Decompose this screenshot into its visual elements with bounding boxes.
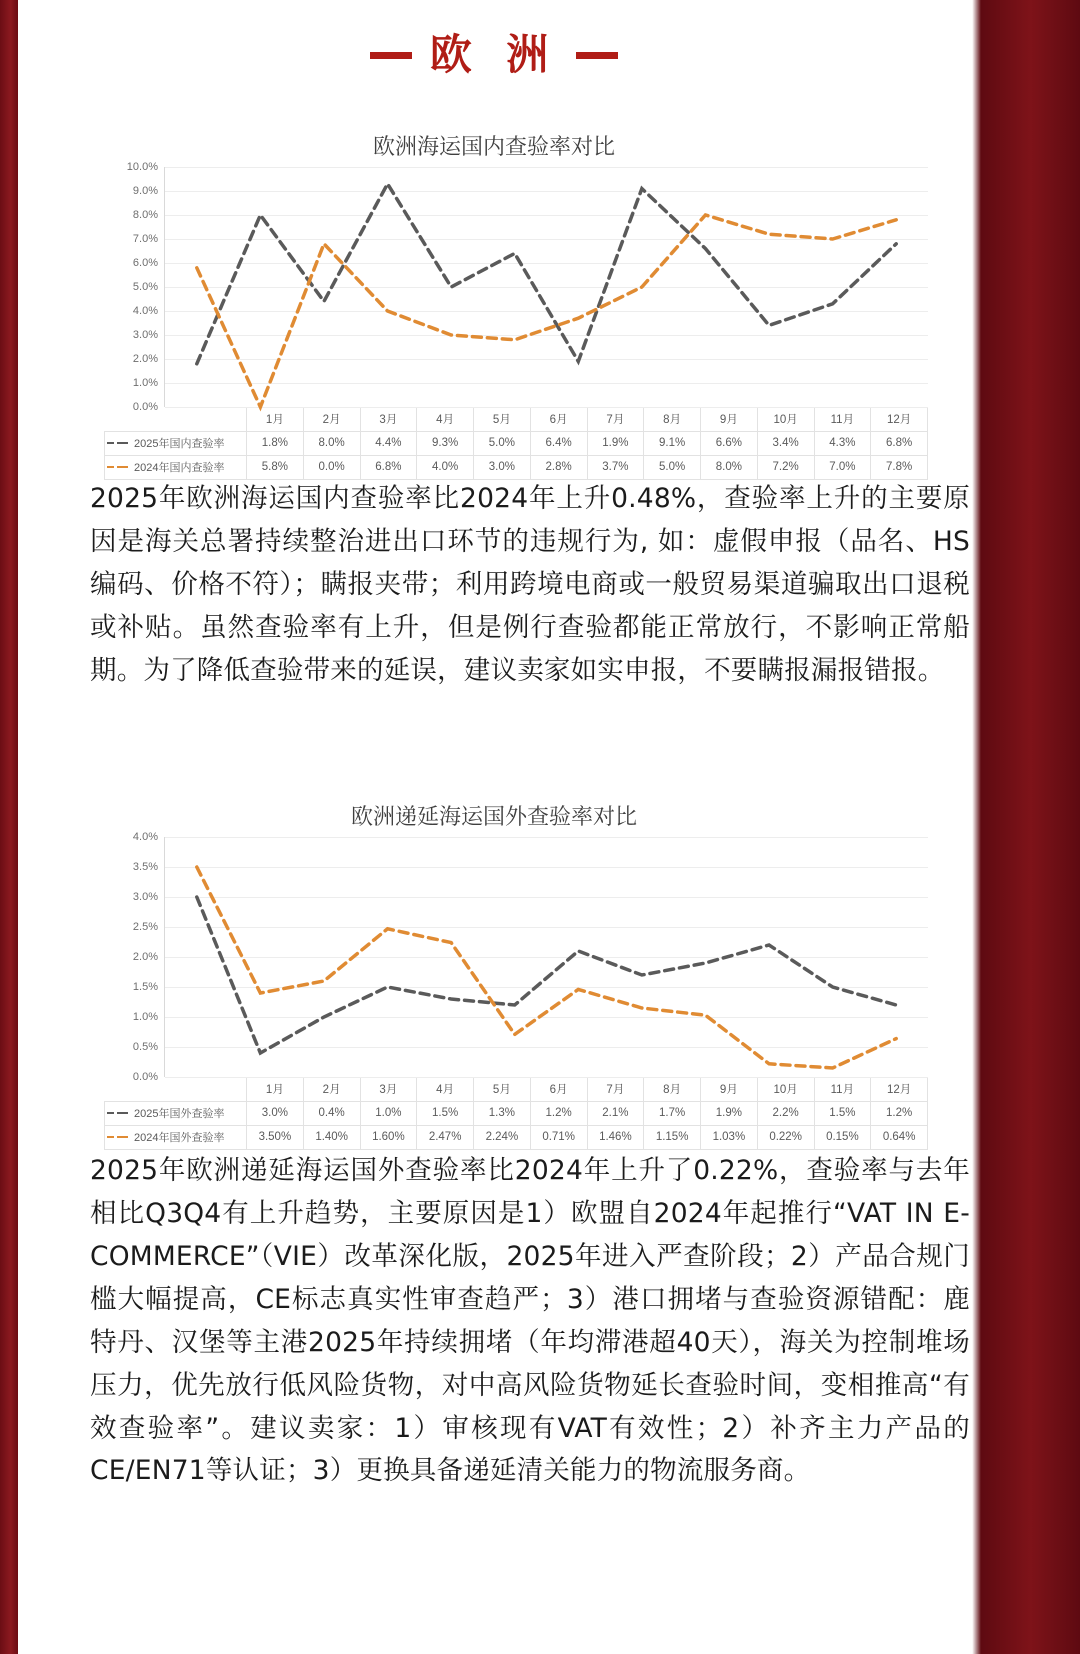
y-axis-tick-label: 8.0% [132,209,158,221]
legend-entry [105,1126,247,1150]
month-column-header: 2月 [303,408,360,432]
table-cell-value: 1.9% [701,1102,758,1126]
table-cell-value: 1.0% [360,1102,417,1126]
table-cell-value: 8.0% [303,432,360,456]
month-column-header: 1月 [247,408,304,432]
title-text: 欧 洲 [429,30,559,79]
legend-label: 2024年国内查验率 [134,462,225,474]
y-axis-tick-label: 6.0% [132,257,158,269]
month-column-header: 3月 [360,1078,417,1102]
plot-area [104,161,928,413]
chart-title: 欧洲递延海运国外查验率对比 [350,805,637,830]
table-cell-value: 3.7% [587,456,644,480]
y-axis-tick-label: 2.0% [132,353,158,365]
table-cell-value: 1.40% [303,1126,360,1150]
table-cell-value: 5.0% [644,456,701,480]
legend-label: 2024年国外查验率 [134,1132,225,1144]
chart-domestic-inspection-rate [18,130,970,480]
y-axis-tick-label: 0.0% [132,401,158,413]
legend-dash-icon [107,1107,130,1119]
series-line-2025 [197,184,896,364]
y-axis-tick-label: 10.0% [126,161,158,173]
table-cell-value: 3.0% [247,1102,304,1126]
table-cell-value: 1.8% [247,432,304,456]
table-cell-value: 5.8% [247,456,304,480]
table-cell-value: 4.3% [814,432,871,456]
series-lines [165,837,928,1077]
table-cell-value: 0.0% [303,456,360,480]
table-cell-value: 1.60% [360,1126,417,1150]
month-column-header: 10月 [757,408,814,432]
chart-data-table [104,407,928,480]
table-cell-value: 1.7% [644,1102,701,1126]
plot-inner [132,831,928,1083]
chart-overseas-inspection-rate [18,800,970,1150]
table-cell-value: 1.03% [701,1126,758,1150]
month-column-header: 10月 [757,1078,814,1102]
table-cell-value: 1.5% [814,1102,871,1126]
table-row [105,1102,928,1126]
table-cell-value: 6.8% [360,456,417,480]
table-cell-value: 6.6% [701,432,758,456]
table-cell-value: 4.0% [417,456,474,480]
y-axis-tick-label: 1.0% [132,1011,158,1023]
gridline [165,1077,928,1078]
plot-area [104,831,928,1083]
table-row [105,432,928,456]
month-column-header: 9月 [701,408,758,432]
month-column-header: 3月 [360,408,417,432]
month-column-header: 4月 [417,408,474,432]
y-axis-tick-label: 4.0% [132,831,158,843]
month-column-header: 11月 [814,408,871,432]
chart-title: 欧洲海运国内查验率对比 [372,135,615,160]
legend-dash-icon [107,437,130,449]
gridline [165,407,928,408]
page-content [18,0,970,1654]
y-axis-tick-label: 1.5% [132,981,158,993]
y-axis-tick-label: 3.0% [132,329,158,341]
month-column-header: 7月 [587,408,644,432]
legend-entry [105,456,247,480]
month-column-header: 4月 [417,1078,474,1102]
page-title [18,30,970,79]
table-cell-value: 0.4% [303,1102,360,1126]
title-dash-left-icon [370,52,412,59]
table-cell-value: 0.22% [757,1126,814,1150]
month-column-header: 5月 [474,1078,531,1102]
legend-label: 2025年国外查验率 [134,1108,225,1120]
table-cell-value: 2.2% [757,1102,814,1126]
table-cell-value: 7.0% [814,456,871,480]
table-cell-value: 1.5% [417,1102,474,1126]
table-cell-value: 2.47% [417,1126,474,1150]
legend-entry [105,1102,247,1126]
table-cell-value: 3.50% [247,1126,304,1150]
y-axis-tick-label: 0.0% [132,1071,158,1083]
table-cell-value: 0.64% [871,1126,928,1150]
table-cell-value: 2.8% [530,456,587,480]
month-column-header: 2月 [303,1078,360,1102]
y-axis-tick-label: 5.0% [132,281,158,293]
table-cell-value: 8.0% [701,456,758,480]
month-column-header: 8月 [644,408,701,432]
table-row [105,1126,928,1150]
table-header-row [105,1078,928,1102]
chart-data-table [104,1077,928,1150]
table-cell-value: 1.2% [871,1102,928,1126]
left-decorative-band [0,0,18,1654]
y-axis-tick-label: 1.0% [132,377,158,389]
table-cell-value: 3.0% [474,456,531,480]
month-column-header: 8月 [644,1078,701,1102]
table-cell-value: 6.8% [871,432,928,456]
month-column-header: 5月 [474,408,531,432]
legend-dash-icon [107,461,130,473]
table-cell-value: 1.9% [587,432,644,456]
series-line-2024 [197,215,896,407]
y-axis-tick-label: 9.0% [132,185,158,197]
table-corner-cell [105,1078,247,1102]
legend-label: 2025年国内查验率 [134,438,225,450]
month-column-header: 12月 [871,408,928,432]
month-column-header: 1月 [247,1078,304,1102]
legend-entry [105,432,247,456]
table-cell-value: 9.3% [417,432,474,456]
table-cell-value: 1.15% [644,1126,701,1150]
table-cell-value: 1.46% [587,1126,644,1150]
month-column-header: 11月 [814,1078,871,1102]
legend-dash-icon [107,1131,130,1143]
table-cell-value: 2.1% [587,1102,644,1126]
month-column-header: 12月 [871,1078,928,1102]
y-axis-tick-label: 4.0% [132,305,158,317]
month-column-header: 7月 [587,1078,644,1102]
title-dash-right-icon [576,52,618,59]
paragraph-overseas: 2025年欧洲递延海运国外查验率比2024年上升了0.22%，查验率与去年相比Q3Q4有上升趋势，主要原因是1）欧盟自2024年起推行“VAT IN E-COMMERCE”（VIE）改革深化版，2025年进入严查阶段；2）产品合规门槛大幅提高，CE标志真实性审查趋严；3）港口拥堵与查验资源错配：鹿特丹、汉堡等主港2025年持续拥堵（年均滞港超40天），海关为控制堆场压力，优先放行低风险货物，对中高风险货物延长查验时间，变相推高“有效查验率”。建议卖家：1）审核现有VAT有效性；2）补齐主力产品的CE/EN71等认证；3）更换具备递延清关能力的物流服务商。 [90,1155,970,1487]
table-cell-value: 4.4% [360,432,417,456]
table-cell-value: 0.71% [530,1126,587,1150]
month-column-header: 9月 [701,1078,758,1102]
series-lines [165,167,928,407]
table-cell-value: 3.4% [757,432,814,456]
table-cell-value: 5.0% [474,432,531,456]
table-corner-cell [105,408,247,432]
table-cell-value: 0.15% [814,1126,871,1150]
y-axis-tick-label: 7.0% [132,233,158,245]
table-row [105,456,928,480]
table-cell-value: 2.24% [474,1126,531,1150]
table-cell-value: 7.8% [871,456,928,480]
y-axis-tick-label: 3.0% [132,891,158,903]
table-cell-value: 9.1% [644,432,701,456]
month-column-header: 6月 [530,408,587,432]
table-cell-value: 1.2% [530,1102,587,1126]
table-cell-value: 6.4% [530,432,587,456]
table-header-row [105,408,928,432]
y-axis-tick-label: 2.5% [132,921,158,933]
right-decorative-band [970,0,1080,1654]
y-axis-tick-label: 3.5% [132,861,158,873]
plot-inner [126,161,928,413]
table-cell-value: 1.3% [474,1102,531,1126]
paragraph-domestic: 2025年欧洲海运国内查验率比2024年上升0.48%，查验率上升的主要原因是海关总署持续整治进出口环节的违规行为, 如：虚假申报（品名、HS编码、价格不符）；瞒报夹带；利用跨境电商或一般贸易渠道骗取出口退税或补贴。虽然查验率有上升，但是例行查验都能正常放行，不影响正常船期。为了降低查验带来的延误，建议卖家如实申报，不要瞒报漏报错报。 [90,483,970,686]
month-column-header: 6月 [530,1078,587,1102]
series-line-2025 [197,897,896,1053]
y-axis-tick-label: 2.0% [132,951,158,963]
series-line-2024 [197,867,896,1068]
table-cell-value: 7.2% [757,456,814,480]
y-axis-tick-label: 0.5% [132,1041,158,1053]
